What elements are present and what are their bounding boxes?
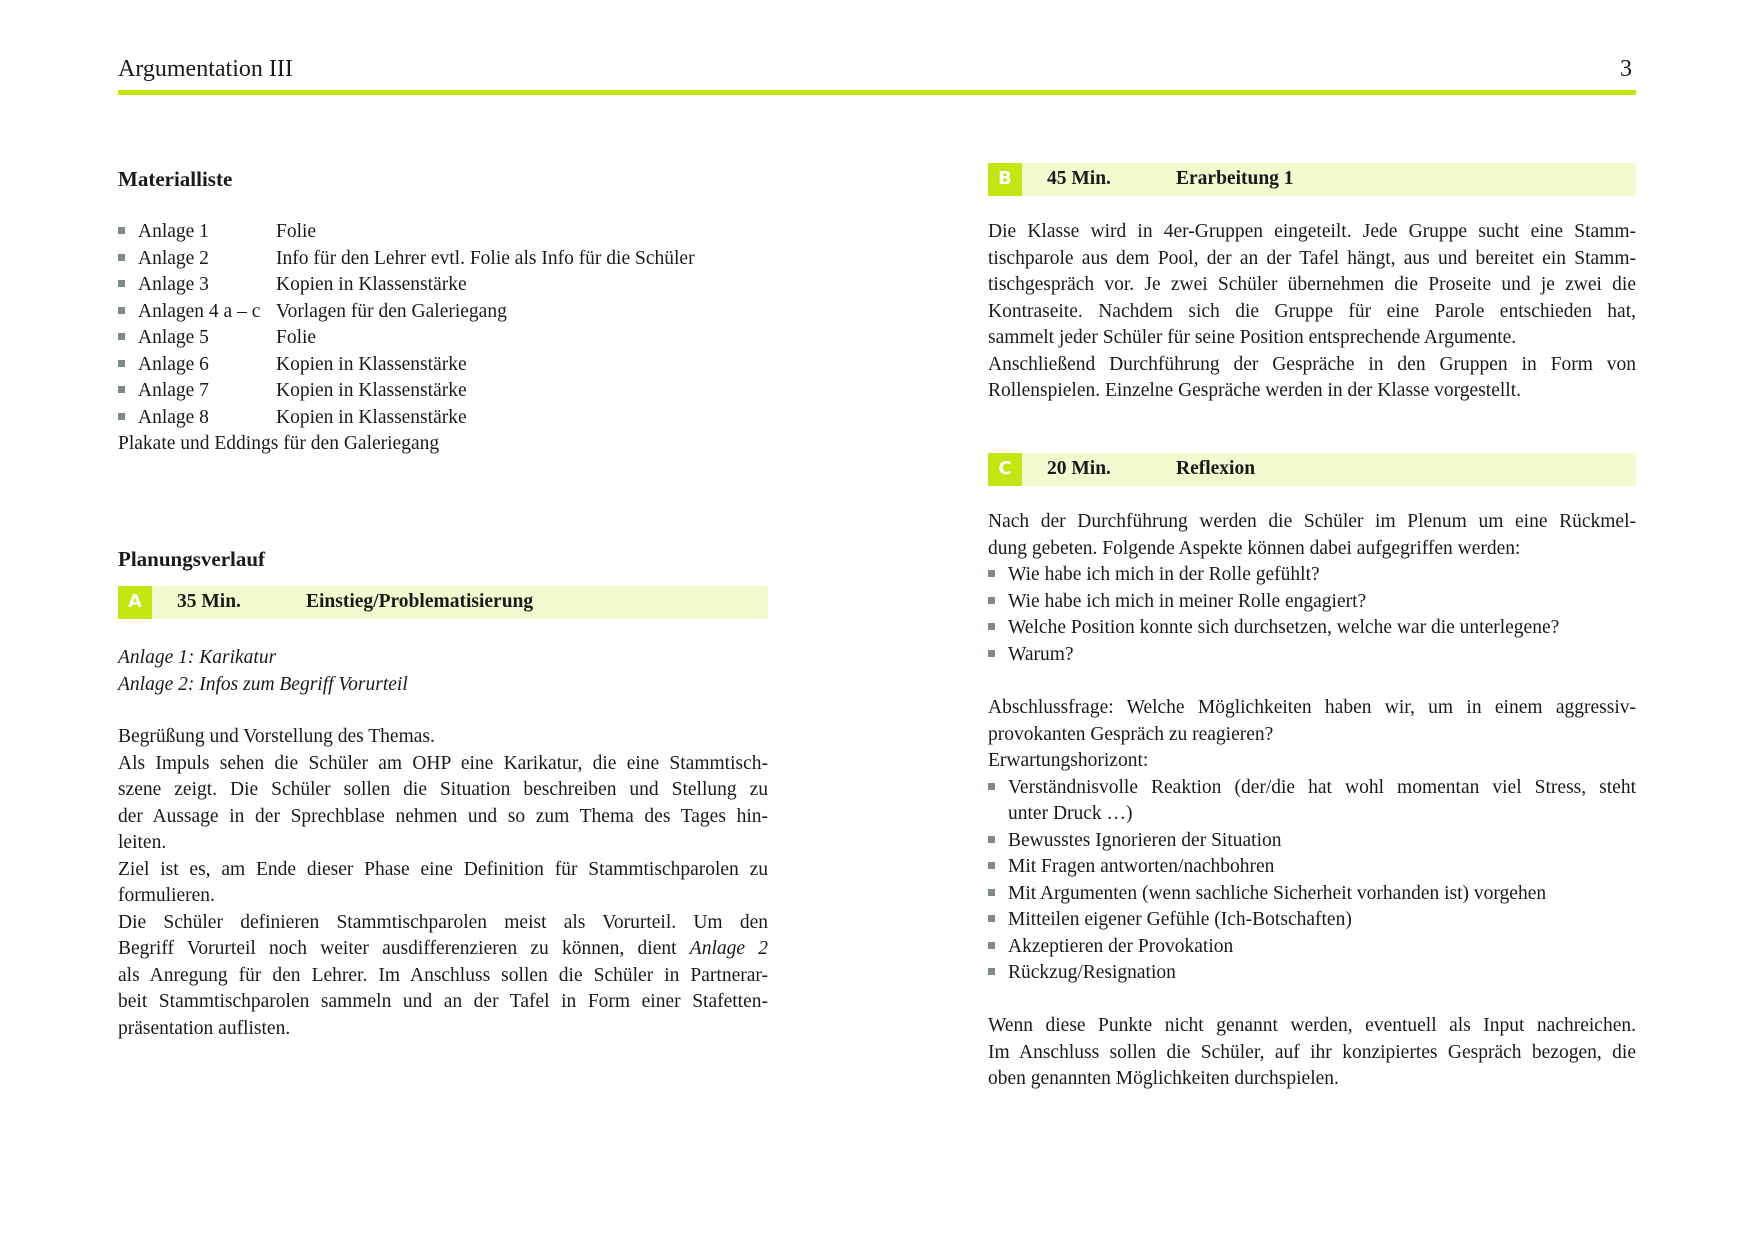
square-bullet-icon (988, 968, 995, 975)
page-number: 3 (1620, 56, 1632, 82)
square-bullet-icon (988, 915, 995, 922)
square-bullet-icon (118, 386, 125, 393)
attachment-line: Anlage 1: Karikatur (118, 647, 277, 668)
material-item: Anlagen 4 a – c Vorlagen für den Galeriegang (118, 299, 695, 326)
phase-c-closing: Wenn diese Punkte nicht genannt werden, eventuell als Input nachreichen. Im Anschluss sollen die Schüler, auf ihr konzipiertes Gespräch bezogen, die oben genannten Möglichkeiten durchspielen. (988, 1015, 1636, 1089)
expectation-item: Mitteilen eigener Gefühle (Ich-Botschaften) (988, 907, 1636, 934)
expectation-list (988, 775, 1636, 987)
text-with-italic: Begriff Vorurteil noch weiter ausdifferenzieren zu können, dient Anlage 2 (118, 938, 769, 959)
phase-title: Einstieg/Problematisierung (306, 591, 534, 613)
question-item: Wie habe ich mich in meiner Rolle engagiert? (988, 589, 1636, 616)
expectation-item: Bewusstes Ignorieren der Situation (988, 828, 1636, 855)
square-bullet-icon (988, 623, 995, 630)
phase-c-final-question: Abschlussfrage: Welche Möglichkeiten haben wir, um in einem aggressiv- provokanten Gespräch zu reagieren? Erwartungshorizont: Verständnisvolle Reaktion (der/die hat wohl momentan viel Stress, steht unter Druck …) Bewusstes Ignorieren der Situation Mit Fragen antworten/nachbohren Mit Argumenten (wenn sachliche Sicherheit vorhanden ist) vorgehen Mitteilen eigener Gefühle (Ich-Botschaften) Akzeptieren der Provokation Rückzug/Resignation (988, 695, 1636, 987)
attachment-line: Anlage 2: Infos zum Begriff Vorurteil (118, 673, 408, 695)
phase-badge: A (118, 586, 152, 619)
phase-title: Reflexion (1176, 458, 1256, 480)
square-bullet-icon (118, 333, 125, 340)
phase-duration: 35 Min. (177, 591, 241, 613)
inline-italic-reference: Anlage 2 (689, 938, 769, 959)
planning-heading: Planungsverlauf (118, 547, 266, 571)
material-item: Anlage 8 Kopien in Klassenstärke (118, 405, 695, 432)
square-bullet-icon (118, 307, 125, 314)
square-bullet-icon (988, 889, 995, 896)
phase-duration: 45 Min. (1047, 168, 1111, 190)
phase-badge: C (988, 453, 1022, 486)
materials-heading: Materialliste (118, 167, 233, 191)
phase-a-attachments (118, 645, 408, 698)
square-bullet-icon (118, 413, 125, 420)
square-bullet-icon (988, 862, 995, 869)
phase-title: Erarbeitung 1 (1176, 168, 1294, 190)
square-bullet-icon (988, 650, 995, 657)
phase-b-text: Die Klasse wird in 4er-Gruppen eingeteilt. Jede Gruppe sucht eine Stamm- tischparole aus dem Pool, der an der Tafel hängt, aus und bereitet ein Stamm- tischgespräch vor. Je zwei Schüler übernehmen die Proseite und je zwei die Kontraseite. Nachdem sich die Gruppe für eine Parole entschieden hat, sammelt jeder Schüler für seine Position entsprechende Argumente. Anschließend Durchführung der Gespräche in den Gruppen in Form von Rollenspielen. Einzelne Gespräche werden in der Klasse vorgestellt. (988, 221, 1636, 401)
phase-c-bar (988, 453, 1636, 486)
page-header (118, 54, 1636, 94)
question-item: Wie habe ich mich in der Rolle gefühlt? (988, 562, 1636, 589)
material-item: Anlage 7 Kopien in Klassenstärke (118, 378, 695, 405)
material-item: Anlage 3 Kopien in Klassenstärke (118, 272, 695, 299)
question-item: Welche Position konnte sich durchsetzen, welche war die unterlegene? (988, 615, 1636, 642)
square-bullet-icon (988, 942, 995, 949)
phase-a-text: Begrüßung und Vorstellung des Themas. Als Impuls sehen die Schüler am OHP eine Karikatur, die eine Stammtisch- szene zeigt. Die Schüler sollen die Situation beschreiben und Stellung zu der Aussage in der Sprechblase nehmen und so zum Thema des Tages hin- leiten. Ziel ist es, am Ende dieser Phase eine Definition für Stammtischparolen zu formulieren. Die Schüler definieren Stammtischparolen meist als Vorurteil. Um den Begriff Vorurteil noch weiter ausdifferenzieren zu können, dient Anlage 2 als Anregung für den Lehrer. Im Anschluss sollen die Schüler in Partnerar- beit Stammtischparolen sammeln und an der Tafel in Form einer Stafetten- präsentation auflisten. (118, 726, 769, 1039)
square-bullet-icon (118, 280, 125, 287)
square-bullet-icon (118, 254, 125, 261)
phase-duration: 20 Min. (1047, 458, 1111, 480)
expectation-item: Rückzug/Resignation (988, 960, 1636, 987)
square-bullet-icon (988, 783, 995, 790)
expectation-item: Mit Argumenten (wenn sachliche Sicherheit vorhanden ist) vorgehen (988, 881, 1636, 908)
expectation-item: Verständnisvolle Reaktion (der/die hat wohl momentan viel Stress, steht unter Druck …) (988, 775, 1636, 828)
square-bullet-icon (118, 227, 125, 234)
material-item: Anlage 2 Info für den Lehrer evtl. Folie als Info für die Schüler (118, 246, 695, 273)
phase-a-bar (118, 586, 768, 619)
header-rule (118, 90, 1636, 95)
page-title: Argumentation III (118, 56, 293, 82)
square-bullet-icon (118, 360, 125, 367)
phase-b-bar (988, 163, 1636, 196)
material-item: Anlage 5 Folie (118, 325, 695, 352)
expectation-item: Mit Fragen antworten/nachbohren (988, 854, 1636, 881)
square-bullet-icon (988, 570, 995, 577)
reflection-questions (988, 562, 1636, 668)
materials-footer: Plakate und Eddings für den Galeriegang (118, 433, 440, 454)
material-item: Anlage 1 Folie (118, 219, 695, 246)
square-bullet-icon (988, 597, 995, 604)
expectation-item: Akzeptieren der Provokation (988, 934, 1636, 961)
expectation-label: Erwartungshorizont: (988, 750, 1149, 771)
phase-badge: B (988, 163, 1022, 196)
material-item: Anlage 6 Kopien in Klassenstärke (118, 352, 695, 379)
question-item: Warum? (988, 642, 1636, 669)
phase-c-intro: Nach der Durchführung werden die Schüler im Plenum um eine Rückmel- dung gebeten. Folgende Aspekte können dabei aufgegriffen werden: Wie habe ich mich in der Rolle gefühlt? Wie habe ich mich in meiner Rolle engagiert? Welche Position konnte sich durchsetzen, welche war die unterlegene? Warum? (988, 509, 1636, 668)
square-bullet-icon (988, 836, 995, 843)
materials-list (118, 219, 695, 431)
